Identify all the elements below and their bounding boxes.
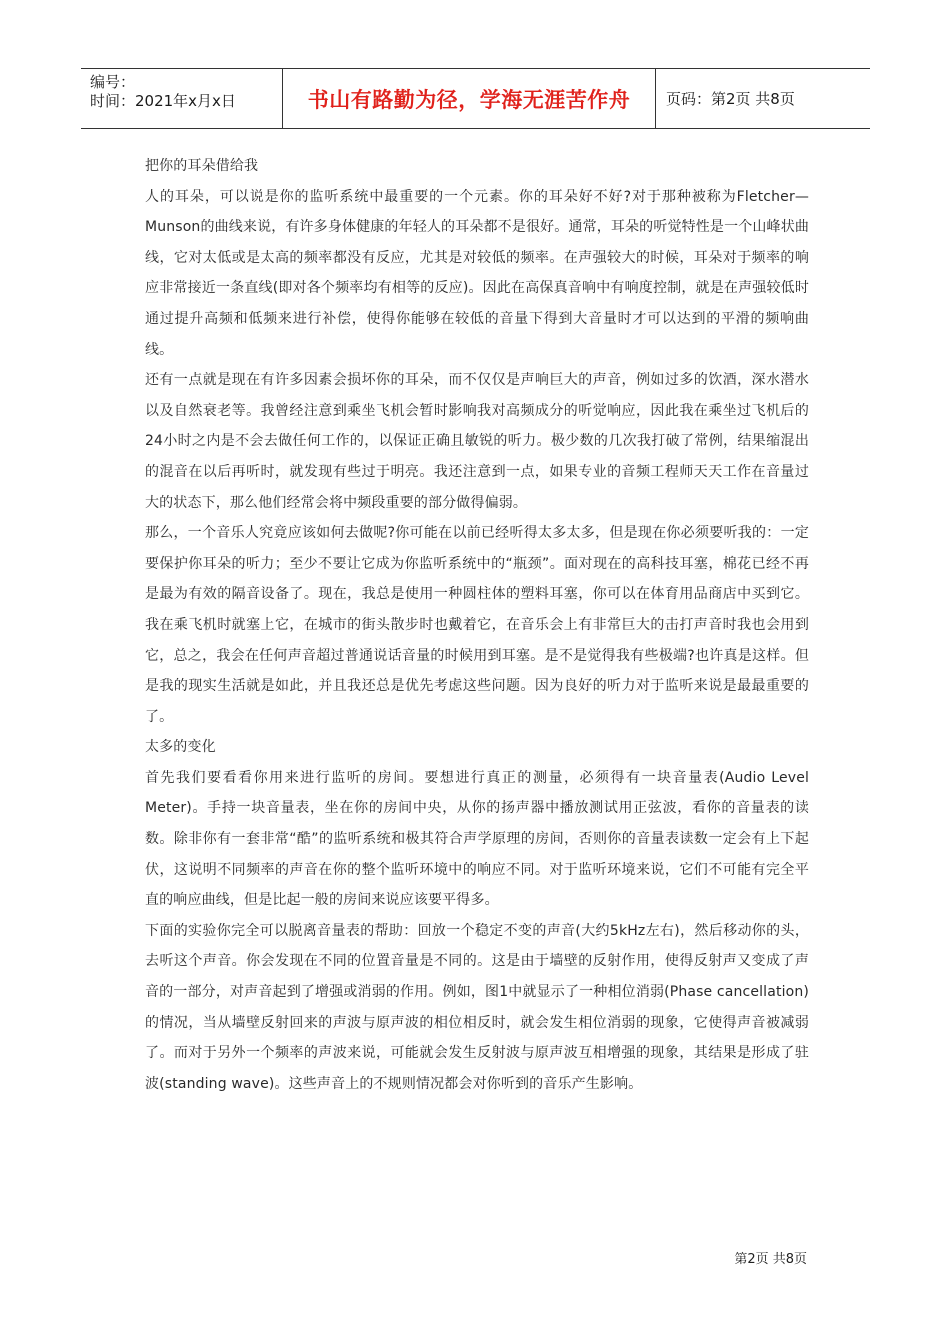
body-paragraph: 人的耳朵，可以说是你的监听系统中最重要的一个元素。你的耳朵好不好?对于那种被称为Fletcher—Munson的曲线来说，有许多身体健康的年轻人的耳朵都不是很好。通常，耳朵的听觉特性是一个山峰状曲线，它对太低或是太高的频率都没有反应，尤其是对较低的频率。在声强较大的时候，耳朵对于频率的响应非常接近一条直线(即对各个频率均有相等的反应)。因此在高保真音响中有响度控制，就是在声强较低时通过提升高频和低频来进行补偿，使得你能够在较低的音量下得到大音量时才可以达到的平滑的频响曲线。: [145, 188, 809, 358]
page-header: [81, 68, 870, 129]
document-body: [145, 151, 809, 1099]
body-paragraph: 首先我们要看看你用来进行监听的房间。要想进行真正的测量，必须得有一块音量表(Audio Level Meter)。手持一块音量表，坐在你的房间中央，从你的扬声器中播放测试用正弦波，看你的音量表的读数。除非你有一套非常“酷”的监听系统和极其符合声学原理的房间，否则你的音量表读数一定会有上下起伏，这说明不同频率的声音在你的整个监听环境中的响应不同。对于监听环境来说，它们不可能有完全平直的响应曲线，但是比起一般的房间来说应该要平得多。: [145, 769, 809, 909]
page-footer: [734, 1248, 807, 1267]
document-code-label: 编号：: [90, 73, 136, 91]
body-paragraph: 那么，一个音乐人究竟应该如何去做呢?你可能在以前已经听得太多太多，但是现在你必须要听我的：一定要保护你耳朵的听力；至少不要让它成为你监听系统中的“瓶颈”。面对现在的高科技耳塞，棉花已经不再是最为有效的隔音设备了。现在，我总是使用一种圆柱体的塑料耳塞，你可以在体育用品商店中买到它。我在乘飞机时就塞上它，在城市的街头散步时也戴着它，在音乐会上有非常巨大的击打声音时我也会用到它，总之，我会在任何声音超过普通说话音量的时候用到耳塞。是不是觉得我有些极端?也许真是这样。但是我的现实生活就是如此，并且我还总是优先考虑这些问题。因为良好的听力对于监听来说是最最重要的了。: [145, 525, 809, 725]
document-date: 时间：2021年x月x日: [90, 92, 236, 110]
header-motto-cell: [282, 69, 656, 128]
body-paragraph: 下面的实验你完全可以脱离音量表的帮助：回放一个稳定不变的声音(大约5kHz左右)，然后移动你的头，去听这个声音。你会发现在不同的位置音量是不同的。这是由于墙壁的反射作用，使得反射声又变成了声音的一部分，对声音起到了增强或消弱的作用。例如，图1中就显示了一种相位消弱(Phase cancellation)的情况，当从墙壁反射回来的声波与原声波的相位相反时，就会发生相位消弱的现象，它使得声音被减弱了。而对于另外一个频率的声波来说，可能就会发生反射波与原声波互相增强的现象，其结果是形成了驻波(standing wave)。这些声音上的不规则情况都会对你听到的音乐产生影响。: [145, 922, 809, 1092]
section-heading-ears: 把你的耳朵借给我: [145, 158, 259, 174]
header-page-cell: [656, 69, 870, 128]
section-heading-changes: 太多的变化: [145, 739, 216, 756]
footer-page-number: 第2页 共8页: [734, 1252, 807, 1267]
header-motto: 书山有路勤为径，学海无涯苦作舟: [307, 87, 631, 112]
header-left-cell: [81, 69, 282, 128]
body-paragraph: 还有一点就是现在有许多因素会损坏你的耳朵，而不仅仅是声响巨大的声音，例如过多的饮酒，深水潜水以及自然衰老等。我曾经注意到乘坐飞机会暂时影响我对高频成分的听觉响应，因此我在乘坐过飞机后的24小时之内是不会去做任何工作的，以保证正确且敏锐的听力。极少数的几次我打破了常例，结果缩混出的混音在以后再听时，就发现有些过于明亮。我还注意到一点，如果专业的音频工程师天天工作在音量过大的状态下，那么他们经常会将中频段重要的部分做得偏弱。: [145, 372, 809, 511]
header-page-info: 页码：第2页 共8页: [666, 90, 795, 108]
